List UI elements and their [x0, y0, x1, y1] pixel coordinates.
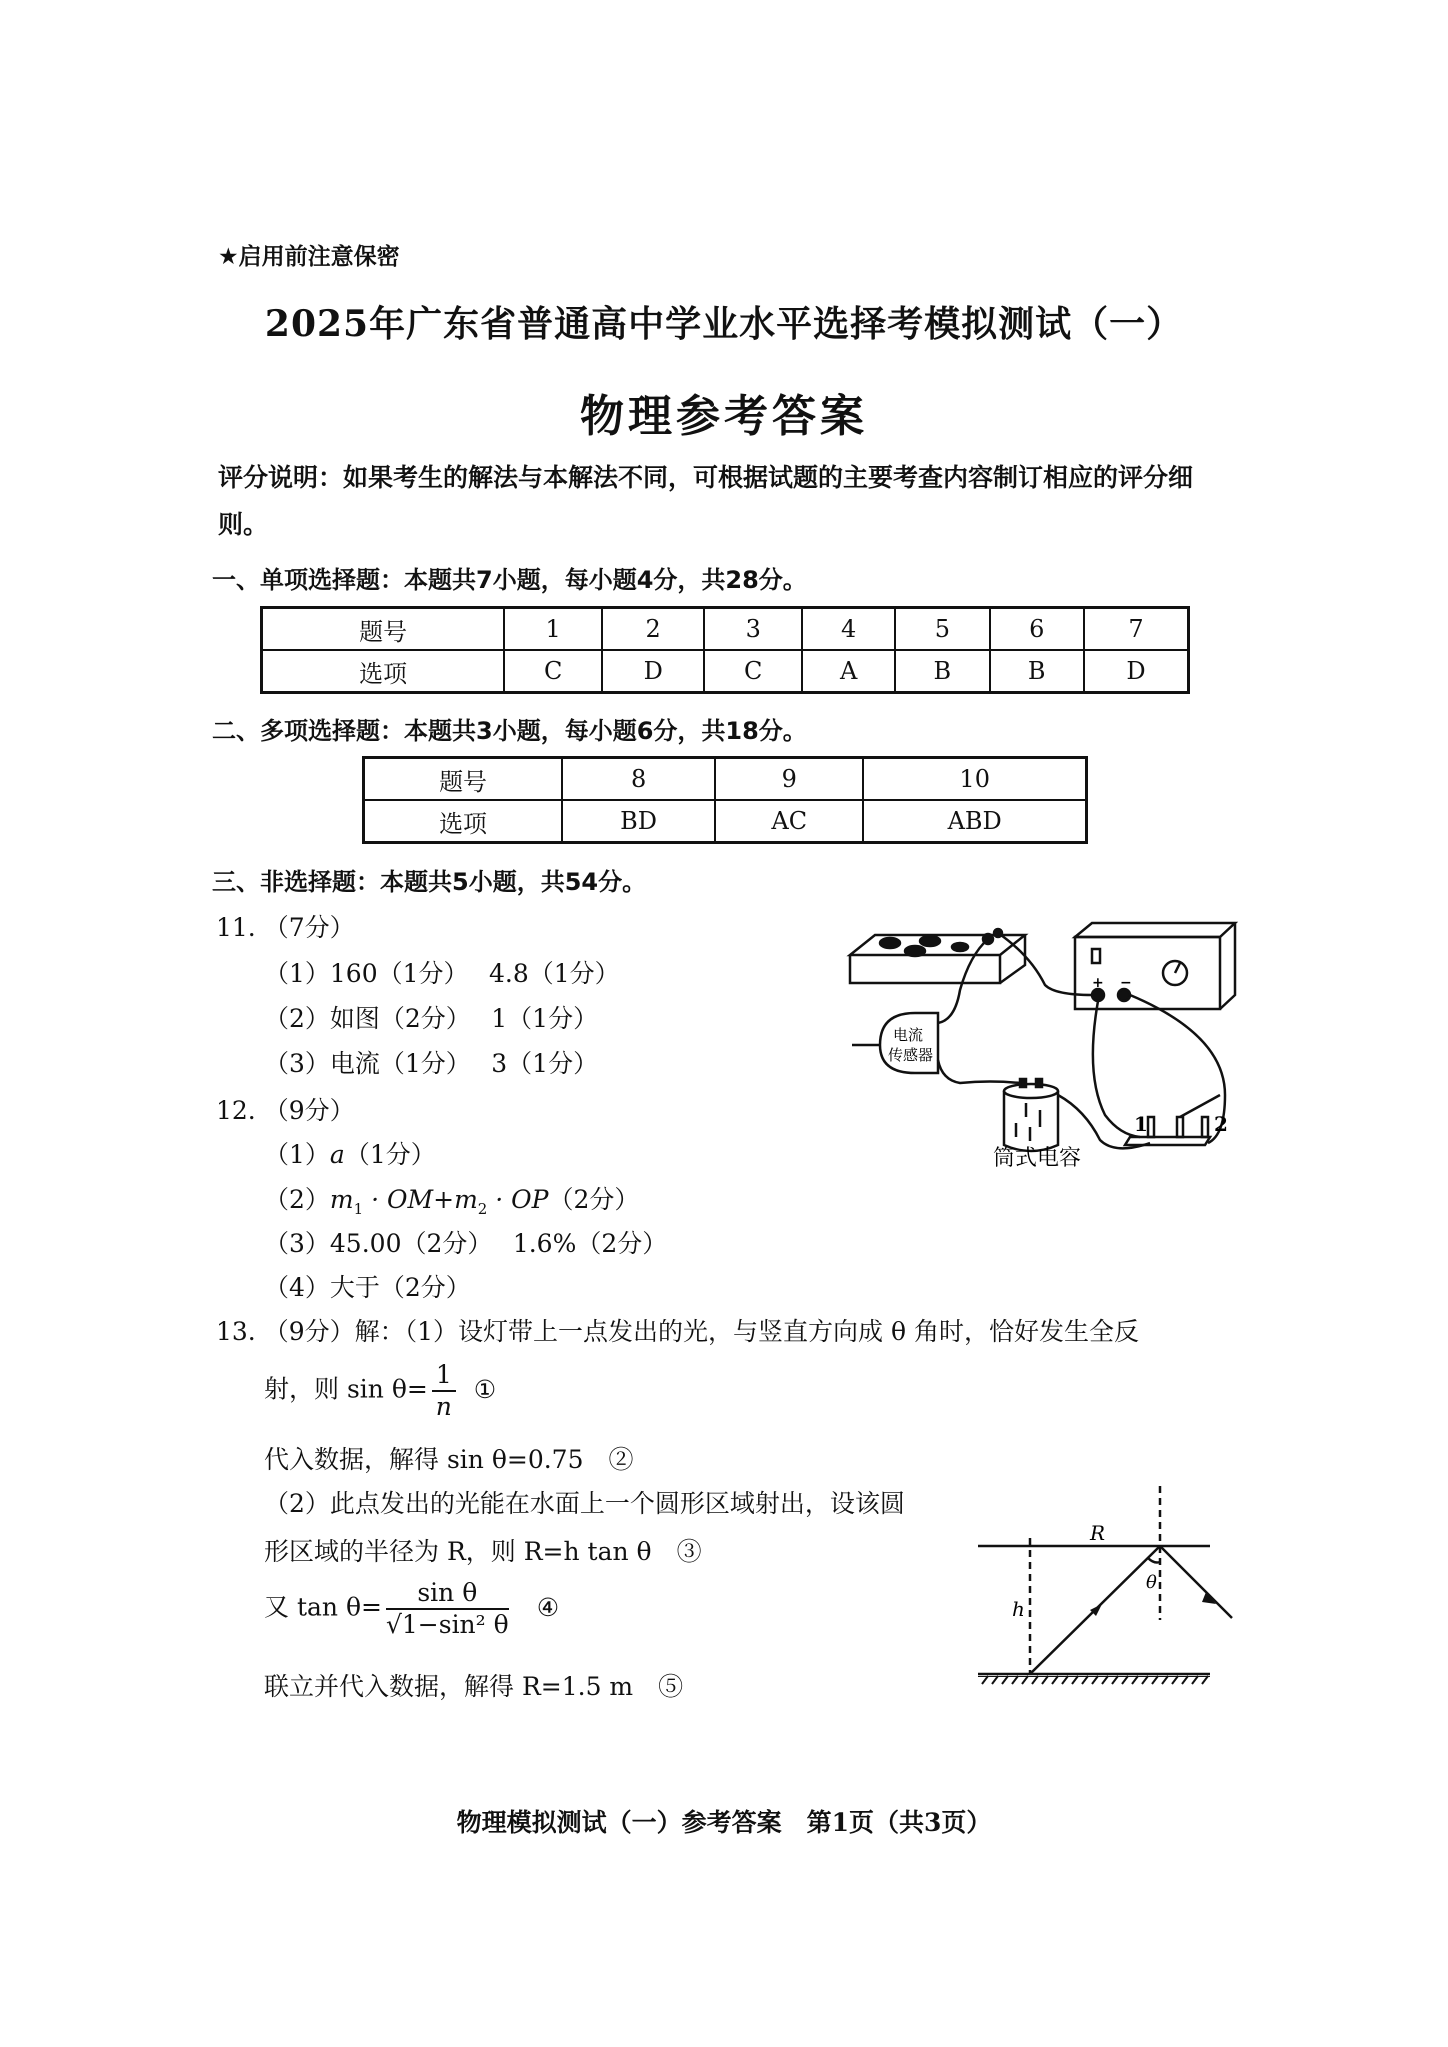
capacitor-label: 筒式电容	[993, 1146, 1082, 1170]
table-row-answers	[364, 800, 1087, 843]
q13-line-5	[264, 1578, 559, 1640]
multi-choice-table	[362, 756, 1088, 844]
sensor-label-line2: 传感器	[888, 1046, 934, 1064]
answer-cell: B	[895, 650, 989, 693]
answer-cell: BD	[562, 800, 715, 843]
equation-mark-4: ④	[536, 1592, 560, 1622]
minus-terminal-label: −	[1120, 975, 1132, 991]
question-number: 10	[863, 758, 1086, 801]
page-title: 2025年广东省普通高中学业水平选择考模拟测试（一）	[264, 303, 1184, 345]
q12-answer-4: （4）大于（2分）	[264, 1273, 471, 1302]
page-subtitle: 物理参考答案	[580, 391, 868, 442]
q12-2-m1: m	[329, 1185, 354, 1214]
answer-cell: D	[602, 650, 704, 693]
q12-2-sub1: 1	[353, 1200, 364, 1218]
q11-heading: 11. （7分）	[216, 913, 355, 942]
fraction-tan	[386, 1578, 509, 1640]
question-number: 3	[704, 608, 802, 651]
confidential-notice: ★启用前注意保密	[218, 244, 400, 270]
q12-2-prefix: （2）	[264, 1185, 330, 1214]
q12-2-suffix: （2分）	[548, 1185, 640, 1214]
section1-heading: 一、单项选择题：本题共7小题，每小题4分，共28分。	[212, 566, 807, 594]
answer-cell: A	[802, 650, 895, 693]
plus-terminal-label: +	[1092, 975, 1104, 991]
question-number: 8	[562, 758, 715, 801]
q13-line-6: 联立并代入数据，解得 R=1.5 m ⑤	[264, 1672, 684, 1701]
section3-heading: 三、非选择题：本题共5小题，共54分。	[212, 868, 647, 896]
q13-heading: 13. （9分）解：（1）设灯带上一点发出的光，与竖直方向成 θ 角时，恰好发生全反	[216, 1317, 1139, 1346]
answer-cell: D	[1084, 650, 1189, 693]
fraction-numerator: sin θ	[386, 1578, 509, 1610]
q11-answer-2: （2）如图（2分） 1（1分）	[264, 1004, 599, 1033]
section2-heading: 二、多项选择题：本题共3小题，每小题6分，共18分。	[212, 717, 807, 745]
question-number: 7	[1084, 608, 1189, 651]
fraction-denominator: n	[435, 1392, 452, 1421]
label-R: R	[1090, 1521, 1106, 1545]
q12-2-m2: m	[454, 1185, 478, 1214]
answer-cell: C	[504, 650, 602, 693]
sensor-label-line1: 电流	[893, 1026, 924, 1044]
question-number: 9	[715, 758, 863, 801]
q12-2-mid: · OM+	[363, 1185, 455, 1214]
fraction-numerator: 1	[432, 1360, 456, 1392]
row-label: 题号	[364, 758, 563, 801]
q12-answer-2	[264, 1180, 639, 1218]
q11-answer-3: （3）电流（1分） 3（1分）	[264, 1049, 599, 1078]
floor-hatching	[982, 1676, 1208, 1684]
answer-cell: C	[704, 650, 802, 693]
single-choice-table	[260, 606, 1190, 694]
row-label: 选项	[262, 650, 505, 693]
table-row-answers	[262, 650, 1189, 693]
q12-answer-1	[264, 1135, 436, 1171]
q13-line-2: 代入数据，解得 sin θ=0.75 ②	[264, 1445, 634, 1474]
row-label: 选项	[364, 800, 563, 843]
q12-1-prefix: （1）	[264, 1140, 330, 1169]
q13-1-prefix: 射，则 sin θ=	[264, 1374, 428, 1404]
circuit-diagram	[830, 895, 1240, 1170]
table-row-questions	[364, 758, 1087, 801]
q13-line-3: （2）此点发出的光能在水面上一个圆形区域射出，设该圆	[264, 1489, 905, 1518]
q13-5-prefix: 又 tan θ=	[264, 1592, 382, 1622]
q12-2-sub2: 2	[477, 1200, 488, 1218]
q12-2-end: · OP	[487, 1185, 549, 1214]
q13-line-4: 形区域的半径为 R，则 R=h tan θ ③	[264, 1537, 702, 1566]
fraction-denominator: √1−sin² θ	[385, 1610, 509, 1639]
label-h: h	[1012, 1597, 1025, 1621]
reflected-ray	[1160, 1546, 1232, 1618]
row-label: 题号	[262, 608, 505, 651]
question-number: 6	[990, 608, 1084, 651]
refraction-diagram	[970, 1478, 1240, 1698]
q12-heading: 12. （9分）	[216, 1096, 355, 1125]
question-number: 4	[802, 608, 895, 651]
table-row-questions	[262, 608, 1189, 651]
switch-position-1: 1	[1134, 1112, 1148, 1136]
label-theta: θ	[1146, 1572, 1157, 1593]
page-footer: 物理模拟测试（一）参考答案 第1页（共3页）	[456, 1808, 992, 1837]
answer-cell: AC	[715, 800, 863, 843]
q13-line-1	[264, 1360, 496, 1422]
fraction-1-over-n	[432, 1360, 456, 1422]
switch-position-2: 2	[1214, 1112, 1228, 1136]
q12-1-suffix: （1分）	[344, 1140, 436, 1169]
question-number: 5	[895, 608, 989, 651]
question-number: 2	[602, 608, 704, 651]
equation-mark-1: ①	[473, 1374, 497, 1404]
answer-cell: B	[990, 650, 1084, 693]
grading-note: 评分说明：如果考生的解法与本解法不同，可根据试题的主要考查内容制订相应的评分细则。	[218, 463, 1194, 539]
answer-cell: ABD	[863, 800, 1086, 843]
question-number: 1	[504, 608, 602, 651]
q11-answer-1: （1）160（1分） 4.8（1分）	[264, 959, 620, 988]
q12-1-var: a	[329, 1140, 345, 1169]
angle-arc	[1148, 1558, 1160, 1563]
q12-answer-3: （3）45.00（2分） 1.6%（2分）	[264, 1229, 668, 1258]
